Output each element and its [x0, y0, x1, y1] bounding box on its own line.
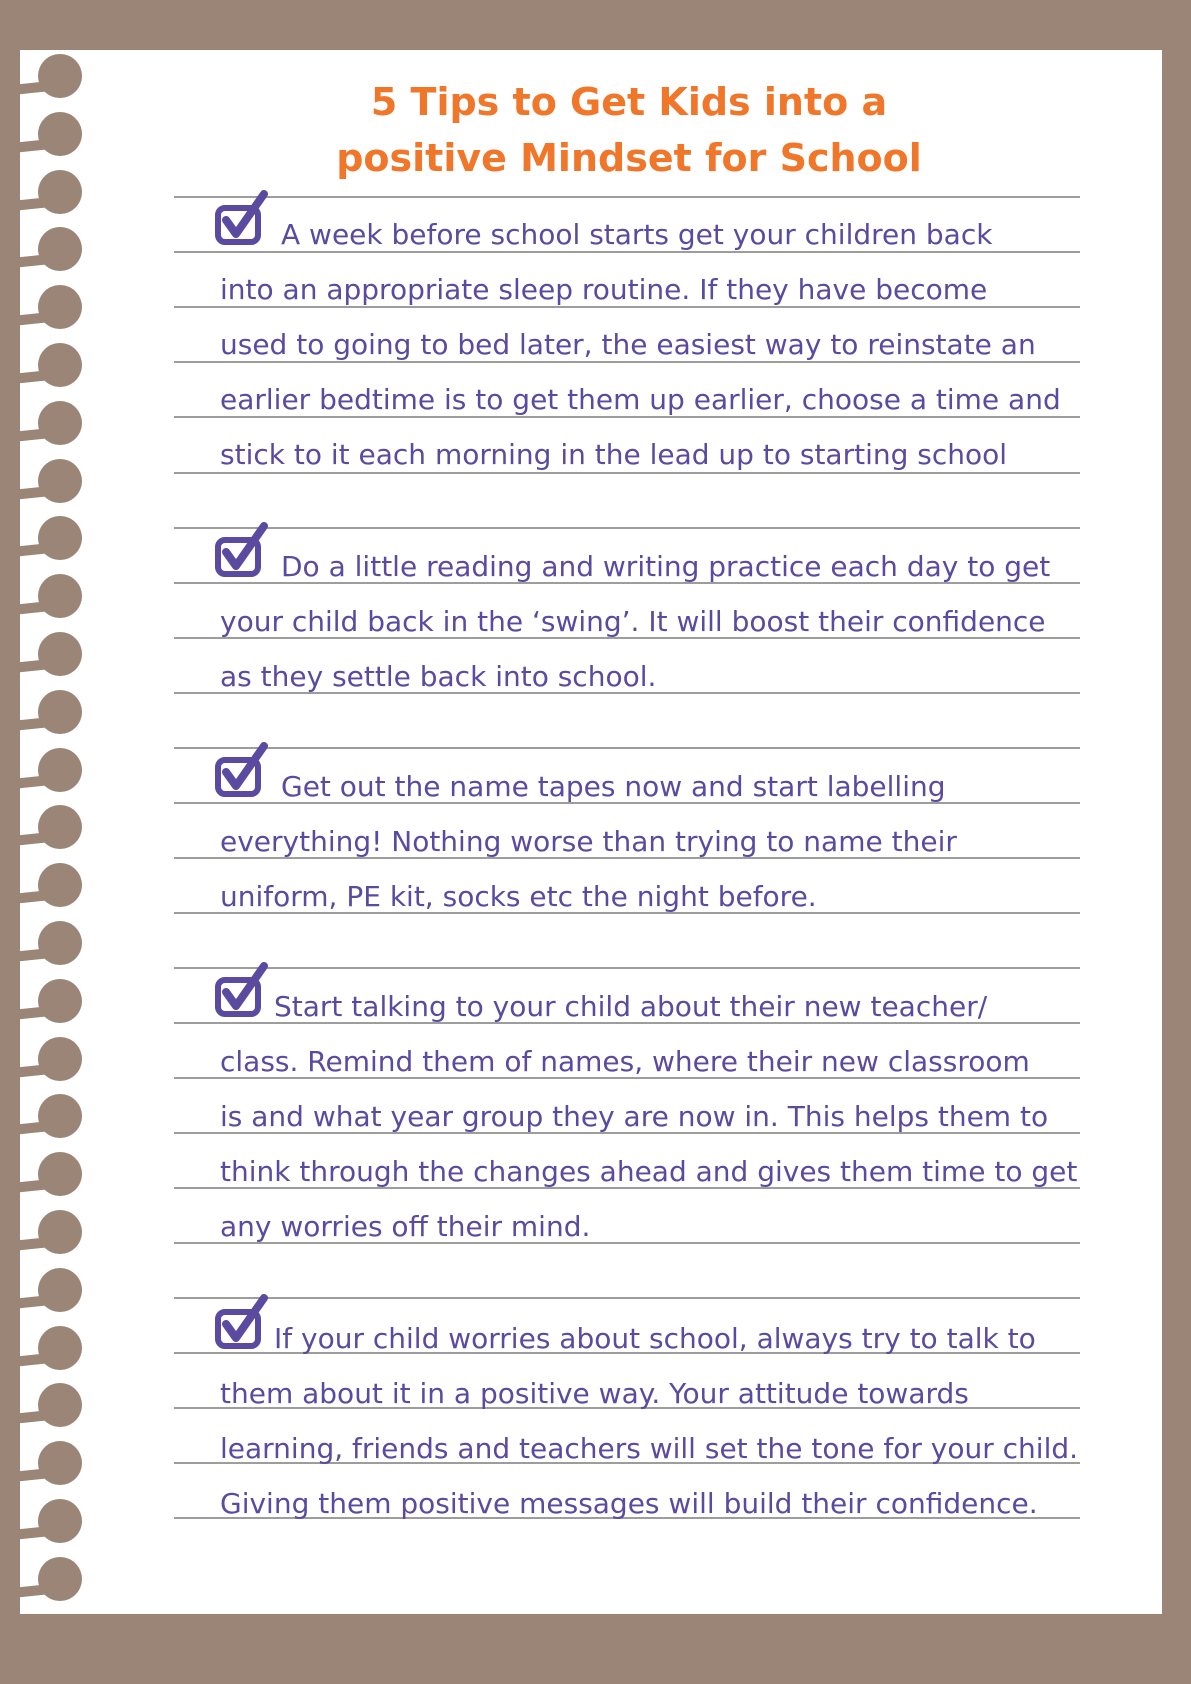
tip-5-line-4: Giving them positive messages will build their confidence.	[220, 1487, 1038, 1520]
binding-hole	[38, 1383, 82, 1427]
page-title	[170, 74, 1088, 186]
ruled-line	[174, 196, 1080, 198]
tip-1-line-5: stick to it each morning in the lead up to starting school	[220, 438, 1008, 471]
tip-2-line-2: your child back in the ‘swing’. It will boost their confidence	[220, 605, 1046, 638]
tip-5-line-3: learning, friends and teachers will set the tone for your child.	[220, 1432, 1079, 1465]
tip-1-line-3: used to going to bed later, the easiest way to reinstate an	[220, 328, 1036, 361]
title-line-1: 5 Tips to Get Kids into a	[370, 80, 888, 124]
binding-hole	[38, 1094, 82, 1138]
tip-4-line-2: class. Remind them of names, where their new classroom	[220, 1045, 1030, 1078]
tip-2-line-1: Do a little reading and writing practice each day to get	[281, 550, 1051, 583]
checkbox-checked-icon	[214, 962, 272, 1020]
tip-1-line-4: earlier bedtime is to get them up earlier, choose a time and	[220, 383, 1061, 416]
spiral-holes	[20, 50, 120, 1614]
tip-4-line-1: Start talking to your child about their new teacher/	[274, 990, 988, 1023]
checkbox-checked-icon	[214, 190, 272, 248]
tip-1-line-2: into an appropriate sleep routine. If they have become	[220, 273, 988, 306]
ruled-line	[174, 1297, 1080, 1299]
tip-3-line-3: uniform, PE kit, socks etc the night before.	[220, 880, 817, 913]
binding-hole	[38, 516, 82, 560]
ruled-line	[174, 527, 1080, 529]
tip-4-line-3: is and what year group they are now in. This helps them to	[220, 1100, 1049, 1133]
tip-3-line-2: everything! Nothing worse than trying to name their	[220, 825, 957, 858]
notebook-page	[20, 50, 1162, 1614]
tip-3-line-1: Get out the name tapes now and start labelling	[281, 770, 946, 803]
tip-2-line-3: as they settle back into school.	[220, 660, 657, 693]
binding-hole	[38, 805, 82, 849]
checkbox-checked-icon	[214, 1294, 272, 1352]
binding-hole	[38, 227, 82, 271]
tip-4-line-4: think through the changes ahead and gives them time to get	[220, 1155, 1078, 1188]
tip-4-line-5: any worries off their mind.	[220, 1210, 591, 1243]
ruled-line	[174, 747, 1080, 749]
tip-5-line-2: them about it in a positive way. Your attitude towards	[220, 1377, 969, 1410]
tip-5-line-1: If your child worries about school, always try to talk to	[274, 1322, 1036, 1355]
checkbox-checked-icon	[214, 742, 272, 800]
ruled-line	[174, 967, 1080, 969]
title-line-2: positive Mindset for School	[336, 136, 922, 180]
checkbox-checked-icon	[214, 522, 272, 580]
tip-1-line-1: A week before school starts get your children back	[281, 218, 993, 251]
ruled-line	[174, 472, 1080, 474]
